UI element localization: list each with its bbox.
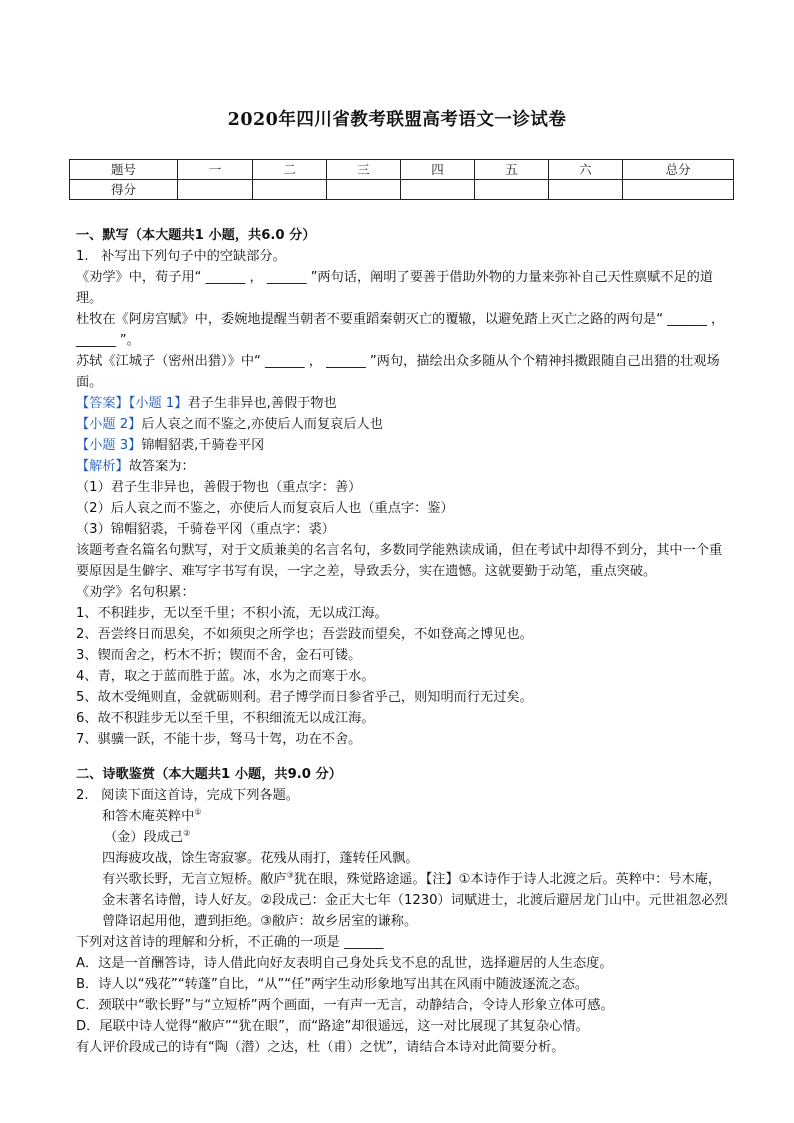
accumulation-item: 5、故木受绳则直，金就砺则利。君子博学而日参省乎己，则知明而行无过矣。 — [76, 690, 533, 705]
answer-label: 【答案】 — [76, 396, 129, 411]
fill-blank-line: 苏轼《江城子（密州出猎）》中“ ______ ， ______ ”两句，描绘出众多随从个个精神抖擞跟随自己出猎的壮观场面。 — [76, 354, 720, 390]
answer-tag: 【小题 2】 — [76, 417, 142, 432]
analysis-paragraph: 该题考查名篇名句默写，对于文质兼美的名言名句，多数同学能熟读成诵，但在考试中却得不到分，其中一个重要原因是生僻字、难写字书写有误，一字之差，导致丢分，实在遗憾。这就要勤于动笔，重点突破。 — [76, 543, 723, 579]
answer-line — [76, 414, 730, 435]
question-1 — [76, 246, 730, 267]
score-header-cell: 二 — [253, 160, 327, 180]
section-2-heading: 二、诗歌鉴赏（本大题共1 小题，共9.0 分） — [76, 767, 342, 782]
footnote-marker: ③ — [286, 870, 294, 880]
score-header-cell: 一 — [178, 160, 253, 180]
accumulation-item: 3、锲而舍之，朽木不折；锲而不舍，金石可镂。 — [76, 648, 362, 663]
option-a: A．这是一首酬答诗，诗人借此向好友表明自己身处兵戈不息的乱世，选择避居的人生态度。 — [76, 956, 613, 971]
option-b: B．诗人以“残花”“转蓬”自比，“从”“任”两字生动形象地写出其在风雨中随波逐流之态。 — [76, 977, 589, 992]
answer-line — [76, 393, 730, 414]
analysis-line — [76, 456, 730, 477]
accumulation-item: 2、吾尝终日而思矣，不如须臾之所学也；吾尝跂而望矣，不如登高之博见也。 — [76, 627, 533, 642]
question-text: 阅读下面这首诗，完成下列各题。 — [101, 788, 299, 803]
analysis-item: （1）君子生非异也，善假于物也（重点字：善） — [76, 480, 362, 495]
answer-tag: 【小题 3】 — [76, 438, 142, 453]
analysis-item: （3）锦帽貂裘，千骑卷平冈（重点字：裘） — [76, 522, 335, 537]
score-table — [69, 159, 734, 200]
accumulation-item: 1、不积跬步，无以至千里；不积小流，无以成江海。 — [76, 606, 388, 621]
score-header-cell: 五 — [475, 160, 549, 180]
exam-content — [76, 225, 730, 1058]
answer-text: 后人哀之而不鉴之,亦使后人而复哀后人也 — [141, 417, 383, 432]
score-header-cell: 三 — [327, 160, 401, 180]
accumulation-item: 4、青，取之于蓝而胜于蓝。冰，水为之而寒于水。 — [76, 669, 375, 684]
analysis-label: 【解析】 — [76, 459, 129, 474]
section-gap — [76, 750, 730, 764]
poem-title-text: 和答木庵英粹中 — [102, 809, 195, 824]
answer-line — [76, 435, 730, 456]
score-cell — [253, 180, 327, 200]
question-number: 2. — [76, 788, 89, 803]
score-header-cell: 六 — [549, 160, 623, 180]
answer-text: 锦帽貂裘,千骑卷平冈 — [141, 438, 265, 453]
poem-notes-text: 犹在眼，殊觉路途遥。【注】①本诗作于诗人北渡之后。英粹中：号木庵，金末著名诗僧，诗人好友。②段成己：金正大七年（1230）词赋进士，北渡后避居龙门山中。元世祖忽必烈曾降诏起用他，遭到拒绝。③敝庐：故乡居室的谦称。 — [102, 872, 728, 929]
fill-blank-line: 杜牧在《阿房宫赋》中，委婉地提醒当朝者不要重蹈秦朝灭亡的覆辙，以避免踏上灭亡之路的两句是“ ______ ， ______ ”。 — [76, 312, 725, 348]
score-header-cell: 题号 — [70, 160, 178, 180]
page-title: 2020年四川省教考联盟高考语文一诊试卷 — [227, 110, 567, 130]
score-header-cell: 总分 — [623, 160, 734, 180]
final-question: 有人评价段成己的诗有“陶（潜）之达，杜（甫）之忧”，请结合本诗对此简要分析。 — [76, 1040, 565, 1055]
analysis-item: （2）后人哀之而不鉴之，亦使后人而复哀后人也（重点字：鉴） — [76, 501, 454, 516]
footnote-marker: ② — [183, 828, 191, 838]
answer-text: 君子生非异也,善假于物也 — [187, 396, 337, 411]
question-text: 补写出下列句子中的空缺部分。 — [101, 249, 286, 264]
score-table-header-row — [70, 160, 734, 180]
poem-line-with-notes — [76, 869, 730, 932]
accumulation-item: 7、骐骥一跃，不能十步，驽马十驾，功在不舍。 — [76, 732, 362, 747]
score-cell — [623, 180, 734, 200]
score-header-cell: 四 — [401, 160, 475, 180]
footnote-marker: ① — [194, 807, 202, 817]
poem-line-text: 有兴歌长野，无言立短桥。敝庐 — [102, 872, 287, 887]
question-number: 1. — [76, 249, 89, 264]
choice-question: 下列对这首诗的理解和分析，不正确的一项是 ______ — [76, 935, 384, 950]
poem-line: 四海疲攻战，馀生寄寂寥。花残从雨打，蓬转任风飘。 — [102, 851, 419, 866]
poem-author-text: （金）段成己 — [104, 830, 184, 845]
score-row-label: 得分 — [70, 180, 178, 200]
poem-author — [76, 827, 730, 848]
option-c: C．颈联中“歌长野”与“立短桥”两个画面，一有声一无言，动静结合，令诗人形象立体可感。 — [76, 998, 614, 1013]
score-cell — [475, 180, 549, 200]
analysis-intro: 故答案为： — [128, 459, 195, 474]
option-d: D．尾联中诗人觉得“敝庐”“犹在眼”，而“路途”却很遥远，这一对比展现了其复杂心情。 — [76, 1019, 589, 1034]
score-cell — [401, 180, 475, 200]
score-cell — [178, 180, 253, 200]
fill-blank-line: 《劝学》中，荀子用“ ______ ， ______ ”两句话，阐明了要善于借助外物的力量来弥补自己天性禀赋不足的道理。 — [76, 270, 714, 306]
score-cell — [327, 180, 401, 200]
answer-tag: 【小题 1】 — [128, 396, 188, 411]
accumulation-item: 6、故不积跬步无以至千里，不积细流无以成江海。 — [76, 711, 375, 726]
question-2 — [76, 785, 730, 806]
accumulation-title: 《劝学》名句积累： — [76, 585, 195, 600]
section-1-heading: 一、默写（本大题共1 小题，共6.0 分） — [76, 228, 316, 243]
score-cell — [549, 180, 623, 200]
poem-title — [76, 806, 730, 827]
score-table-score-row — [70, 180, 734, 200]
